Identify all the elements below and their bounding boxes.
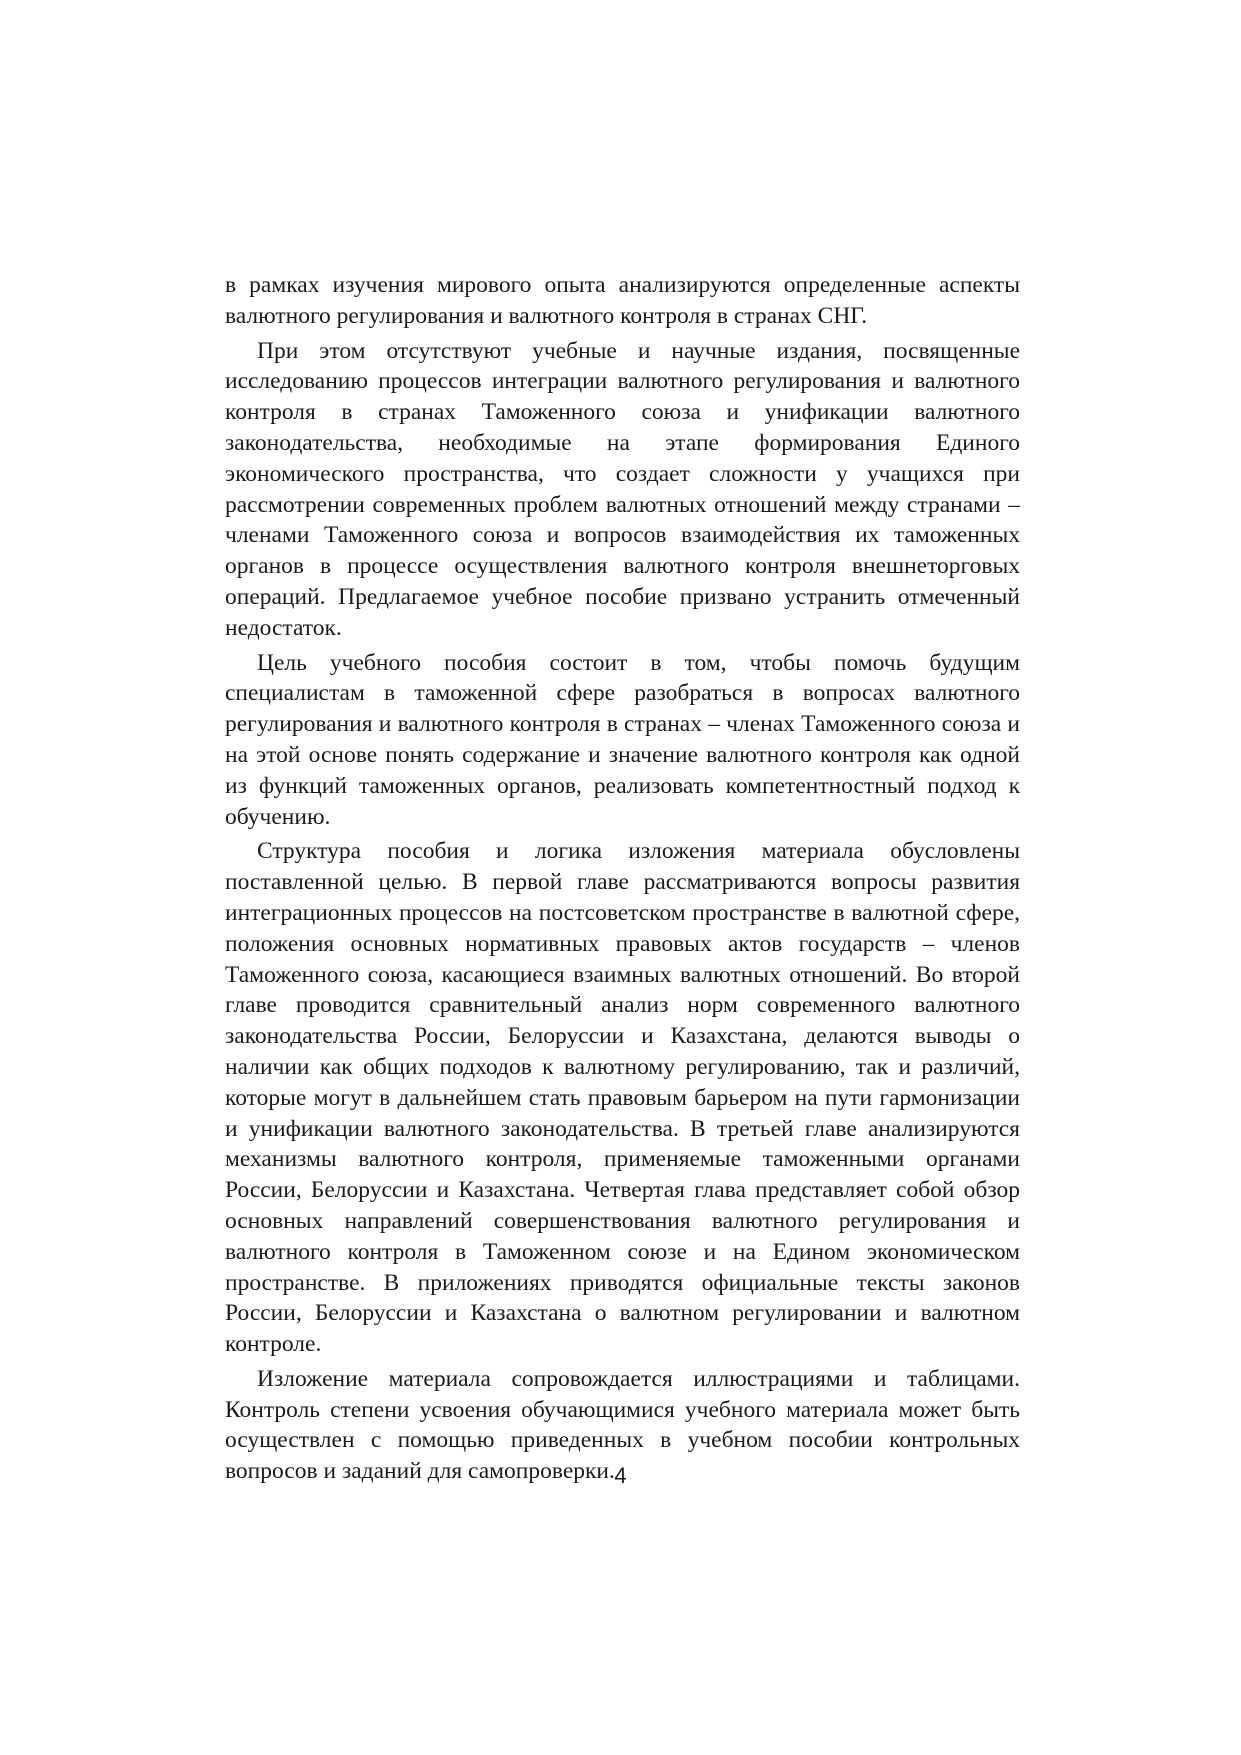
- paragraph-1: в рамках изучения мирового опыта анализируются определенные аспекты валютного регулирования и валютного контроля в странах СНГ.: [225, 272, 1020, 329]
- paragraph-4: Структура пособия и логика изложения материала обусловлены поставленной целью. В первой главе рассматриваются вопросы развития интеграционных процессов на постсоветском пространстве в валютной сфере, положения основных нормативных правовых актов государств – членов Таможенного союза, касающиеся взаимных валютных отношений. Во второй главе проводится сравнительный анализ норм современного валютного законодательства России, Белоруссии и Казахстана, делаются выводы о наличии как общих подходов к валютному регулированию, так и различий, которые могут в дальнейшем стать правовым барьером на пути гармонизации и унификации валютного законодательства. В третьей главе анализируются механизмы валютного контроля, применяемые таможенными органами России, Белоруссии и Казахстана. Четвертая глава представляет собой обзор основных направлений совершенствования валютного регулирования и валютного контроля в Таможенном союзе и на Едином экономическом пространстве. В приложениях приводятся официальные тексты законов России, Белоруссии и Казахстана о валютном регулировании и валютном контроле.: [225, 838, 1020, 1358]
- page-number: 4: [614, 1463, 627, 1488]
- paragraph-2: При этом отсутствуют учебные и научные издания, посвященные исследованию процессов интеграции валютного регулирования и валютного контроля в странах Таможенного союза и унификации валютного законодательства, необходимые на этапе формирования Единого экономического пространства, что создает сложности у учащихся при рассмотрении современных проблем валютных отношений между странами – членами Таможенного союза и вопросов взаимодействия их таможенных органов в процессе осуществления валютного контроля внешнеторговых операций. Предлагаемое учебное пособие призвано устранить отмеченный недостаток.: [225, 337, 1020, 641]
- paragraph-3: Цель учебного пособия состоит в том, чтобы помочь будущим специалистам в таможенной сфере разобраться в вопросах валютного регулирования и валютного контроля в странах – членах Таможенного союза и на этой основе понять содержание и значение валютного контроля как одной из функций таможенных органов, реализовать компетентностный подход к обучению.: [225, 649, 1020, 830]
- paragraph-5: Изложение материала сопровождается иллюстрациями и таблицами. Контроль степени усвоения обучающимися учебного материала может быть осуществлен с помощью приведенных в учебном пособии контрольных вопросов и заданий для самопроверки.: [225, 1365, 1020, 1485]
- body-text: [225, 270, 1020, 1491]
